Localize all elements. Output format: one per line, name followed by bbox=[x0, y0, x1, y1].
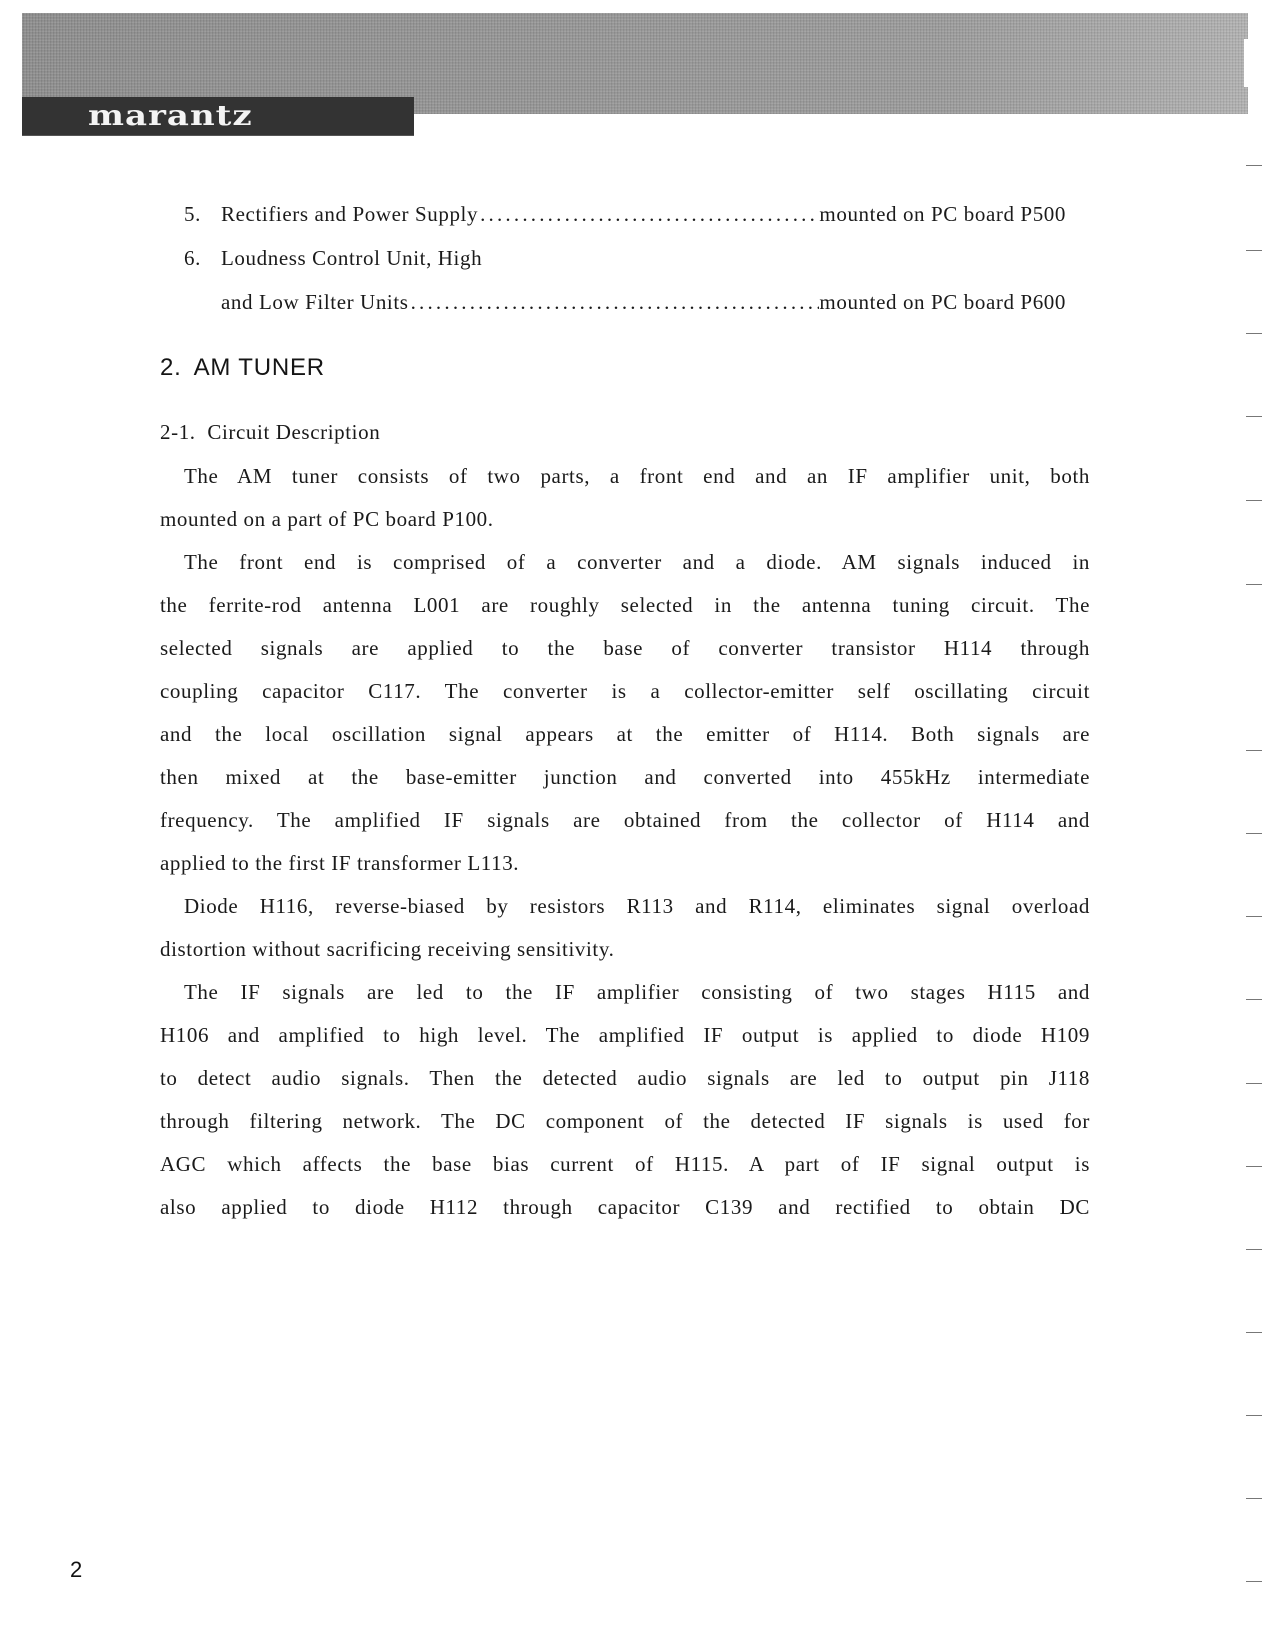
edge-mark bbox=[1246, 999, 1262, 1000]
edge-mark bbox=[1246, 165, 1262, 166]
paragraph-line: to detect audio signals. Then the detected audio signals are led to output pin J118 bbox=[160, 1066, 1090, 1090]
toc-item-6 bbox=[160, 246, 1090, 270]
paragraph-line: frequency. The amplified IF signals are obtained from the collector of H114 and bbox=[160, 808, 1090, 832]
dot-leader bbox=[409, 290, 820, 314]
edge-mark bbox=[1246, 916, 1262, 917]
paragraph-line: The IF signals are led to the IF amplifier consisting of two stages H115 and bbox=[184, 980, 1090, 1004]
brand-logo: marantz bbox=[88, 99, 253, 133]
paragraph-line: Diode H116, reverse-biased by resistors R113 and R114, eliminates signal overload bbox=[184, 894, 1090, 918]
edge-mark bbox=[1246, 750, 1262, 751]
toc-item-number: 5. bbox=[184, 202, 201, 226]
subsection-number: 2-1. bbox=[160, 420, 196, 444]
edge-mark bbox=[1246, 500, 1262, 501]
paragraph-line: then mixed at the base-emitter junction and converted into 455kHz intermediate bbox=[160, 765, 1090, 789]
paragraph-line: also applied to diode H112 through capacitor C139 and rectified to obtain DC bbox=[160, 1195, 1090, 1219]
paragraph-line: distortion without sacrificing receiving sensitivity. bbox=[160, 937, 615, 961]
edge-mark bbox=[1246, 1332, 1262, 1333]
edge-mark bbox=[1246, 1166, 1262, 1167]
edge-mark bbox=[1246, 1581, 1262, 1582]
subsection-heading bbox=[160, 420, 1090, 444]
paragraph-line: coupling capacitor C117. The converter is a collector-emitter self oscillating circuit bbox=[160, 679, 1090, 703]
edge-mark bbox=[1246, 584, 1262, 585]
paragraph-line: H106 and amplified to high level. The amplified IF output is applied to diode H109 bbox=[160, 1023, 1090, 1047]
toc-item-text: and Low Filter Units bbox=[221, 290, 409, 314]
section-number: 2. bbox=[160, 354, 182, 381]
edge-mark bbox=[1246, 333, 1262, 334]
toc-item-6-continuation bbox=[160, 290, 1090, 314]
toc-item-text: Loudness Control Unit, High bbox=[221, 246, 483, 270]
section-title: AM TUNER bbox=[193, 354, 325, 381]
paragraph-line: AGC which affects the base bias current of H115. A part of IF signal output is bbox=[160, 1152, 1090, 1176]
paragraph-line: through filtering network. The DC component of the detected IF signals is used for bbox=[160, 1109, 1090, 1133]
paragraph-line: and the local oscillation signal appears at the emitter of H114. Both signals are bbox=[160, 722, 1090, 746]
edge-mark bbox=[1246, 250, 1262, 251]
toc-item-5 bbox=[160, 202, 1090, 226]
brand-logo-block bbox=[22, 97, 414, 136]
toc-item-number: 6. bbox=[184, 246, 201, 270]
edge-mark bbox=[1246, 1415, 1262, 1416]
paragraph-line: applied to the first IF transformer L113. bbox=[160, 851, 520, 875]
paragraph-line: The AM tuner consists of two parts, a front end and an IF amplifier unit, both bbox=[184, 464, 1090, 488]
edge-mark bbox=[1246, 1498, 1262, 1499]
toc-item-location: mounted on PC board P600 bbox=[819, 290, 1066, 314]
edge-mark bbox=[1246, 416, 1262, 417]
toc-item-location: mounted on PC board P500 bbox=[819, 202, 1066, 226]
toc-item-text: Rectifiers and Power Supply bbox=[221, 202, 479, 226]
paragraph-line: selected signals are applied to the base of converter transistor H114 through bbox=[160, 636, 1090, 660]
paragraph-line: The front end is comprised of a converter and a diode. AM signals induced in bbox=[184, 550, 1090, 574]
edge-mark bbox=[1246, 833, 1262, 834]
paragraph-line: the ferrite-rod antenna L001 are roughly selected in the antenna tuning circuit. The bbox=[160, 593, 1090, 617]
edge-mark bbox=[1246, 1249, 1262, 1250]
page-number: 2 bbox=[70, 1557, 83, 1582]
edge-mark bbox=[1246, 1083, 1262, 1084]
header-band-notch bbox=[1244, 39, 1250, 87]
paragraph-line: mounted on a part of PC board P100. bbox=[160, 507, 494, 531]
subsection-title: Circuit Description bbox=[207, 420, 381, 444]
section-heading bbox=[160, 356, 1090, 380]
dot-leader bbox=[478, 202, 819, 226]
